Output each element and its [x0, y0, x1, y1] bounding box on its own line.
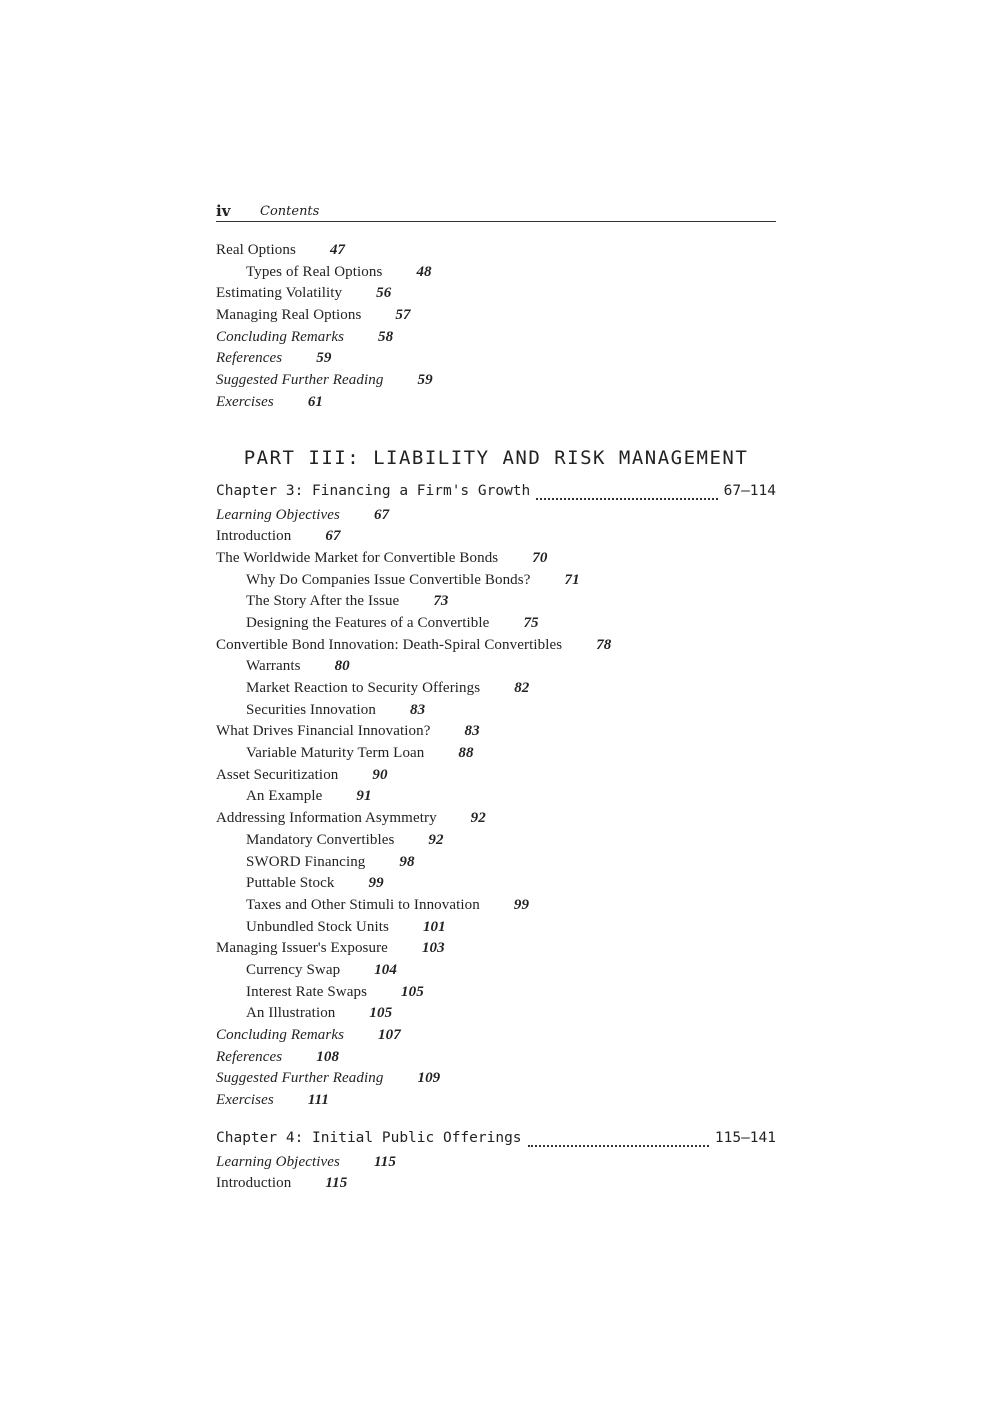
toc-entry-page: 59	[417, 372, 433, 389]
toc-entry-page: 70	[532, 549, 548, 566]
toc-entry[interactable]	[216, 505, 776, 527]
toc-entry[interactable]	[216, 591, 776, 613]
toc-entry-title: References	[216, 1048, 283, 1065]
toc-entry-title: Mandatory Convertibles	[246, 831, 395, 848]
toc-entry-page: 108	[316, 1048, 340, 1065]
toc-entry-title: Why Do Companies Issue Convertible Bonds?	[246, 571, 531, 588]
toc-entry-title: SWORD Financing	[246, 853, 366, 870]
toc-entry[interactable]	[216, 526, 776, 548]
toc-entry-page: 83	[410, 701, 426, 718]
toc-entry[interactable]	[216, 852, 776, 874]
toc-entry-title: Currency Swap	[246, 961, 341, 978]
toc-entry[interactable]	[216, 392, 776, 414]
toc-entry-page: 105	[401, 983, 424, 1000]
toc-entry-page: 99	[368, 875, 384, 892]
toc-entry[interactable]	[216, 960, 776, 982]
toc-entry-title: Addressing Information Asymmetry	[216, 810, 437, 827]
toc-entry[interactable]	[216, 370, 776, 392]
toc-entry-page: 48	[416, 263, 432, 280]
toc-entry-title: Introduction	[216, 1175, 292, 1192]
chapter-3-entries	[216, 505, 776, 1112]
toc-entry-page: 99	[513, 896, 530, 913]
toc-entry-title: The Worldwide Market for Convertible Bonds	[216, 549, 499, 566]
toc-entry-page: 73	[433, 593, 449, 610]
toc-entry-title: Variable Maturity Term Loan	[246, 745, 425, 762]
toc-entry-page: 58	[378, 328, 394, 345]
toc-entry-title: Taxes and Other Stimuli to Innovation	[246, 896, 480, 913]
chapter-4-heading[interactable]	[216, 1126, 776, 1150]
toc-entry[interactable]	[216, 765, 776, 787]
toc-entry[interactable]	[216, 873, 776, 895]
toc-entry-title: Real Options	[216, 242, 296, 258]
toc-entry[interactable]	[216, 1068, 776, 1090]
toc-entry[interactable]	[216, 895, 776, 917]
toc-entry[interactable]	[216, 240, 776, 262]
toc-entry-title: Asset Securitization	[216, 766, 339, 783]
toc-entry[interactable]	[216, 678, 776, 700]
toc-entry[interactable]	[216, 656, 776, 678]
toc-entry-page: 91	[356, 788, 372, 805]
toc-entry-page: 92	[428, 831, 444, 848]
toc-entry[interactable]	[216, 982, 776, 1004]
toc-entry-page: 75	[523, 614, 539, 631]
toc-entry[interactable]	[216, 283, 776, 305]
toc-entry-page: 59	[316, 350, 332, 367]
toc-entry-title: What Drives Financial Innovation?	[216, 723, 431, 740]
section-real-options-entries	[216, 240, 776, 414]
toc-entry-title: Managing Real Options	[216, 307, 362, 324]
toc-entry-title: Exercises	[216, 393, 274, 410]
toc-entry-page: 61	[307, 393, 324, 410]
toc-entry-title: Concluding Remarks	[216, 1027, 345, 1043]
toc-entry[interactable]	[216, 700, 776, 722]
page-folio: iv	[216, 202, 231, 220]
toc-entry-page: 101	[422, 918, 446, 935]
toc-entry[interactable]	[216, 305, 776, 327]
toc-entry-title: Suggested Further Reading	[216, 372, 384, 389]
toc-entry[interactable]	[216, 1025, 776, 1047]
toc-entry-page: 47	[329, 242, 346, 258]
toc-entry[interactable]	[216, 1047, 776, 1069]
toc-entry[interactable]	[216, 1003, 776, 1025]
toc-entry-page: 109	[417, 1070, 441, 1087]
toc-entry-page: 105	[369, 1005, 393, 1022]
toc-entry[interactable]	[216, 917, 776, 939]
dot-leader	[536, 488, 717, 500]
toc-entry-page: 104	[374, 961, 398, 978]
toc-entry-page: 115	[373, 1153, 396, 1170]
toc-entry-page: 92	[470, 810, 486, 827]
toc-entry[interactable]	[216, 613, 776, 635]
toc-entry-page: 98	[399, 853, 415, 870]
toc-entry-title: Convertible Bond Innovation: Death-Spiral Convertibles	[216, 636, 563, 653]
chapter-3-heading[interactable]	[216, 479, 776, 503]
toc-entry[interactable]	[216, 938, 776, 960]
toc-entry-title: The Story After the Issue	[246, 593, 400, 610]
toc-entry[interactable]	[216, 721, 776, 743]
contents-page	[216, 200, 776, 1195]
toc-entry[interactable]	[216, 1152, 776, 1174]
toc-entry-page: 90	[372, 766, 388, 783]
toc-entry-title: References	[216, 350, 283, 367]
toc-entry[interactable]	[216, 635, 776, 657]
dot-leader	[528, 1135, 709, 1147]
toc-entry-title: An Example	[246, 788, 323, 805]
toc-entry[interactable]	[216, 830, 776, 852]
toc-entry-page: 56	[376, 285, 392, 302]
toc-entry[interactable]	[216, 1173, 776, 1195]
toc-entry-page: 67	[373, 506, 390, 523]
toc-entry[interactable]	[216, 327, 776, 349]
part-title: PART III: LIABILITY AND RISK MANAGEMENT	[243, 446, 749, 469]
toc-entry-page: 83	[464, 723, 480, 740]
toc-entry-page: 67	[325, 528, 341, 545]
toc-entry-title: Concluding Remarks	[216, 328, 345, 345]
toc-entry-title: Exercises	[216, 1092, 274, 1109]
toc-entry-page: 78	[596, 636, 612, 653]
running-title: Contents	[260, 204, 320, 219]
toc-entry-page: 107	[378, 1027, 401, 1043]
toc-entry-title: Securities Innovation	[246, 701, 376, 718]
toc-entry-page: 88	[458, 745, 474, 762]
chapter-4-pages: 115–141	[714, 1129, 776, 1146]
toc-entry[interactable]	[216, 570, 776, 592]
toc-entry[interactable]	[216, 262, 776, 284]
toc-entry-page: 71	[564, 571, 580, 588]
toc-entry[interactable]	[216, 1090, 776, 1112]
chapter-3-title: Chapter 3: Financing a Firm's Growth	[216, 482, 531, 499]
toc-entry-title: An Illustration	[246, 1005, 336, 1022]
toc-entry-title: Designing the Features of a Convertible	[246, 614, 490, 631]
toc-entry-page: 111	[307, 1092, 329, 1109]
toc-entry-title: Warrants	[246, 658, 301, 675]
page-header	[216, 200, 776, 222]
toc-entry-page: 82	[514, 680, 530, 696]
toc-entry-title: Unbundled Stock Units	[246, 918, 389, 935]
toc-entry-title: Suggested Further Reading	[216, 1070, 384, 1087]
toc-entry[interactable]	[216, 548, 776, 570]
chapter-4-title: Chapter 4: Initial Public Offerings	[216, 1129, 522, 1146]
toc-entry-page: 57	[395, 307, 411, 324]
toc-entry-title: Managing Issuer's Exposure	[216, 940, 388, 957]
toc-entry-title: Learning Objectives	[216, 506, 340, 523]
toc-entry[interactable]	[216, 808, 776, 830]
chapter-4-entries	[216, 1152, 776, 1195]
toc-entry-title: Introduction	[216, 528, 292, 545]
toc-entry[interactable]	[216, 743, 776, 765]
toc-entry-page: 103	[421, 940, 445, 957]
toc-entry[interactable]	[216, 348, 776, 370]
chapter-3-pages: 67–114	[723, 482, 776, 499]
toc-entry[interactable]	[216, 786, 776, 808]
toc-entry-title: Types of Real Options	[246, 263, 383, 280]
toc-entry-title: Puttable Stock	[246, 875, 335, 892]
toc-entry-title: Estimating Volatility	[216, 285, 343, 302]
toc-entry-title: Market Reaction to Security Offerings	[246, 680, 481, 696]
toc-entry-page: 115	[325, 1175, 348, 1192]
toc-entry-title: Interest Rate Swaps	[246, 983, 368, 1000]
toc-entry-title: Learning Objectives	[216, 1153, 340, 1170]
toc-entry-page: 80	[334, 658, 350, 675]
